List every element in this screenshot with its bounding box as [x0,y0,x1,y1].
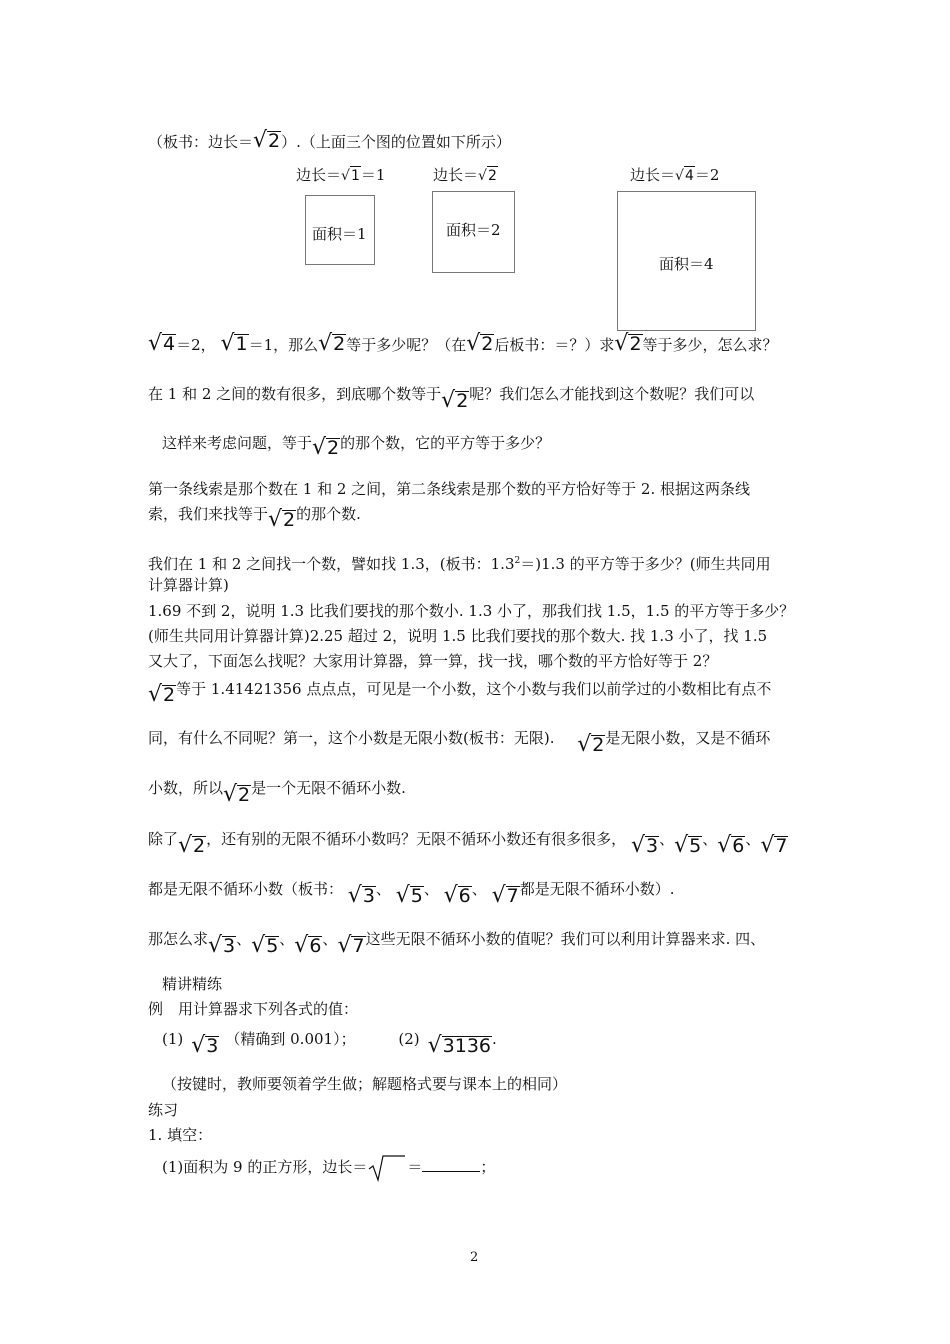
text-line: 计算器计算) [148,576,229,594]
area-label-1: 面积＝1 [312,225,367,243]
text-line: 又大了，下面怎么找呢？大家用计算器，算一算，找一找，哪个数的平方恰好等于 2？ [148,652,718,670]
figure-label-2: 边长＝√2 [433,166,497,184]
empty-radical [367,1154,407,1182]
sqrt-7: √7 [491,883,519,908]
exercise-item: (1)面积为 9 的正方形，边长＝ ＝ ； [162,1154,495,1182]
text-line: 都是无限不循环小数（板书： √3、 √5、 √6、 √7都是无限不循环小数）. [148,880,675,908]
text-line: 小数，所以√2是一个无限不循环小数. [148,779,406,807]
example-items: (1) √3 （精确到 0.001）； (2) √3136. [162,1030,497,1058]
figure-label-1: 边长＝√1＝1 [296,166,386,184]
sqrt-6: √6 [443,883,471,908]
sqrt-2: √2 [312,435,340,460]
sqrt-5: √5 [674,833,702,858]
sqrt-1: √1 [220,331,248,356]
sqrt-2: √2 [614,331,642,356]
section-heading: 练习 [148,1101,179,1119]
exercise-title: 1. 填空： [148,1126,213,1144]
sqrt-2: √2 [318,331,346,356]
sqrt-2: √2 [478,168,497,184]
section-heading: 精讲精练 [162,975,223,993]
area-label-4: 面积＝4 [659,255,714,273]
sqrt-3: √3 [347,883,375,908]
sqrt-2: √2 [268,507,296,532]
text-line: （板书：边长＝√2）.（上面三个图的位置如下所示） [148,128,511,153]
sqrt-2: √2 [148,682,176,707]
text-line: 除了√2，还有别的无限不循环小数吗？无限不循环小数还有很多很多， √3、√5、√6、√7 [148,830,788,858]
sqrt-2: √2 [178,833,206,858]
text-line: √4＝2， √1＝1，那么√2等于多少呢？（在√2后板书：＝？）求√2等于多少，怎么求？ [148,331,778,356]
text-line: 索，我们来找等于√2的那个数. [148,505,361,532]
text-line: 我们在 1 和 2 之间找一个数，譬如找 1.3，(板书：$1.3^2=)1.3$ 的平方等于多少？(师生共同用 [148,555,771,573]
sqrt-5: √5 [395,883,423,908]
sqrt-4: √4 [148,331,176,356]
example-title: 例 用计算器求下列各式的值： [148,1000,359,1018]
area-label-2: 面积＝2 [446,221,501,239]
sqrt-3136: √3136 [427,1033,492,1058]
text-line: 1.69 不到 2，说明 1.3 比我们要找的那个数小. 1.3 小了，那我们找 1.5，1.5 的平方等于多少？ [148,602,795,620]
sqrt-2: √2 [577,732,605,757]
text-line: √2等于 1.41421356 点点点，可见是一个小数，这个小数与我们以前学过的小数相比有点不 [148,680,772,707]
sqrt-4: √4 [675,168,694,184]
sqrt-3: √3 [191,1033,219,1058]
sqrt-6: √6 [294,933,322,958]
page-number: 2 [470,1250,479,1265]
sqrt-3: √3 [208,933,236,958]
text-line: 这样来考虑问题，等于√2的那个数，它的平方等于多少？ [162,434,551,460]
sqrt-6: √6 [717,833,745,858]
text-line: 第一条线索是那个数在 1 和 2 之间，第二条线索是那个数的平方恰好等于 2. 根据这两条线 [148,480,751,498]
sqrt-2: √2 [223,782,251,807]
sqrt-2: √2 [253,128,281,153]
answer-blank[interactable] [422,1171,480,1172]
sqrt-2: √2 [441,388,469,413]
sqrt-7: √7 [337,933,365,958]
sqrt-3: √3 [630,833,659,858]
sqrt-1: √1 [341,168,360,184]
text-line: （按键时，教师要领着学生做；解题格式要与课本上的相同） [162,1075,568,1093]
text-line: 同，有什么不同呢？第一，这个小数是无限小数(板书：无限). √2是无限小数，又是不循环 [148,729,771,757]
text-line: 那怎么求√3、√5、√6、√7这些无限不循环小数的值呢？我们可以利用计算器来求. 四、 [148,930,766,958]
text-line: 在 1 和 2 之间的数有很多，到底哪个数等于√2呢？我们怎么才能找到这个数呢？我们可以 [148,385,755,413]
sqrt-5: √5 [251,933,279,958]
figure-label-3: 边长＝√4＝2 [630,166,720,184]
sqrt-2: √2 [466,331,494,356]
text-line: (师生共同用计算器计算)2.25 超过 2，说明 1.5 比我们要找的那个数大. 找 1.3 小了，找 1.5 [148,627,768,645]
sqrt-7: √7 [760,833,788,858]
